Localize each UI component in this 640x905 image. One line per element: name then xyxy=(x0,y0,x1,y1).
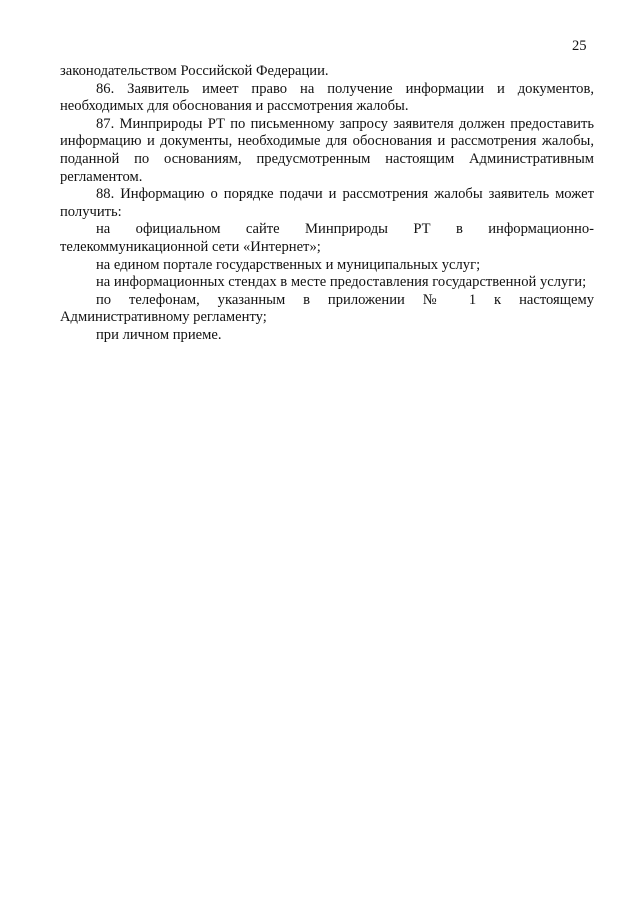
list-item-phones: по телефонам, указанным в приложении № 1 к настоящему Административному регламенту; xyxy=(60,291,594,326)
paragraph-continuation: законодательством Российской Федерации. xyxy=(60,63,329,79)
paragraph-88: 88. Информацию о порядке подачи и рассмотрения жалобы заявитель может получить: xyxy=(60,186,594,220)
page-number: 25 xyxy=(572,38,587,54)
paragraph-86: 86. Заявитель имеет право на получение информации и документов, необходимых для обоснования и рассмотрения жалобы. xyxy=(60,80,594,115)
list-item-unified-portal: на едином портале государственных и муниципальных услуг; xyxy=(96,256,481,273)
list-item-official-site: на официальном сайте Минприроды РТ в информационно-телекоммуникационной сети «Интернет»; xyxy=(60,221,594,255)
list-item-info-stands: на информационных стендах в месте предоставления государственной услуги; xyxy=(96,274,587,291)
list-item-personal-reception: при личном приеме. xyxy=(96,326,222,343)
document-body xyxy=(60,63,594,345)
paragraph-87: 87. Минприроды РТ по письменному запросу заявителя должен предоставить информацию и документы, необходимые для обоснования и рассмотрения жалобы, поданной по основаниям, предусмотренным настоящим Административным регламентом. xyxy=(60,115,594,185)
